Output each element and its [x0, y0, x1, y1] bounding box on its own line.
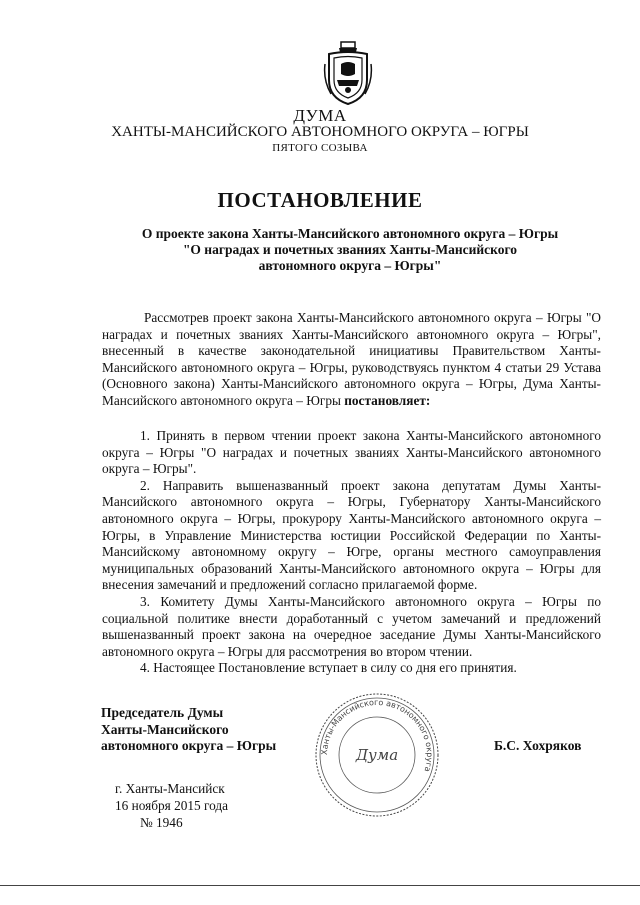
position-line: автономного округа – Югры [101, 738, 277, 753]
stamp-ring-text: Ханты-Мансийского автономного округа [319, 697, 435, 773]
issue-city: г. Ханты-Мансийск [115, 781, 225, 796]
intro-text: Рассмотрев проект закона Ханты-Мансийского автономного округа – Югры "О наградах и почетных званиях Ханты-Мансийского автономного округа – Югры", внесенный в качестве законодательной инициативы Правительством Ханты-Мансийского автономного округа – Югры, руководствуясь пунктом 4 статьи 29 Устава (Основного закона) Ханты-Мансийского автономного округа – Югры, Дума Ханты-Мансийского автономного округа – Югры [102, 310, 601, 408]
document-type: ПОСТАНОВЛЕНИЕ [217, 188, 423, 212]
subject-line: автономного округа – Югры" [258, 258, 442, 273]
resolves-word: постановляет: [344, 392, 431, 408]
stamp-center-text: Дума [355, 746, 399, 764]
position-line: Ханты-Мансийского [101, 721, 229, 737]
resolution-item: 2. Направить вышеназванный проект закона депутатам Думы Ханты-Мансийского автономного округа – Югры, Губернатору Ханты-Мансийского автономного округа – Югры, прокурору Ханты-Мансийского автономного округа – Югры, в Управление Министерства юстиции Российской Федерации по Ханты-Мансийскому автономному округу – Югре, органы местного самоуправления муниципальных образований Ханты-Мансийского автономного округа – Югры для внесения замечаний и предложений согласно прилагаемой форме. [102, 477, 601, 593]
position-line: Председатель Думы [101, 705, 224, 720]
intro-paragraph [102, 310, 601, 410]
subject-line: "О наградах и почетных званиях Ханты-Мансийского [182, 242, 518, 257]
resolution-item: 1. Принять в первом чтении проект закона Ханты-Мансийского автономного округа – Югры "О наградах и почетных званиях Ханты-Мансийского автономного округа – Югры". [102, 428, 601, 477]
resolution-items [102, 428, 601, 677]
coat-of-arms-icon [323, 40, 373, 106]
issue-date: 16 ноября 2015 года [115, 798, 229, 813]
bottom-divider [0, 885, 640, 886]
convocation: ПЯТОГО СОЗЫВА [272, 142, 368, 154]
official-stamp [312, 690, 442, 820]
signatory-name: Б.С. Хохряков [494, 738, 582, 753]
resolution-item: 4. Настоящее Постановление вступает в силу со дня его принятия. [140, 660, 517, 676]
okrug-name: ХАНТЫ-МАНСИЙСКОГО АВТОНОМНОГО ОКРУГА – ЮГРЫ [111, 124, 529, 140]
document-number: № 1946 [140, 815, 183, 830]
issue-place-date [115, 780, 228, 831]
resolution-item: 3. Комитету Думы Ханты-Мансийского автономного округа – Югры по социальной политике внести доработанный с учетом замечаний и предложений вышеназванный проект закона на очередное заседание Думы Ханты-Мансийского автономного округа – Югры для рассмотрения во втором чтении. [102, 593, 601, 659]
subject-line: О проекте закона Ханты-Мансийского автономного округа – Югры [141, 226, 559, 241]
org-name: ДУМА [293, 106, 347, 125]
signatory-position [101, 705, 276, 755]
document-subject [100, 226, 600, 274]
